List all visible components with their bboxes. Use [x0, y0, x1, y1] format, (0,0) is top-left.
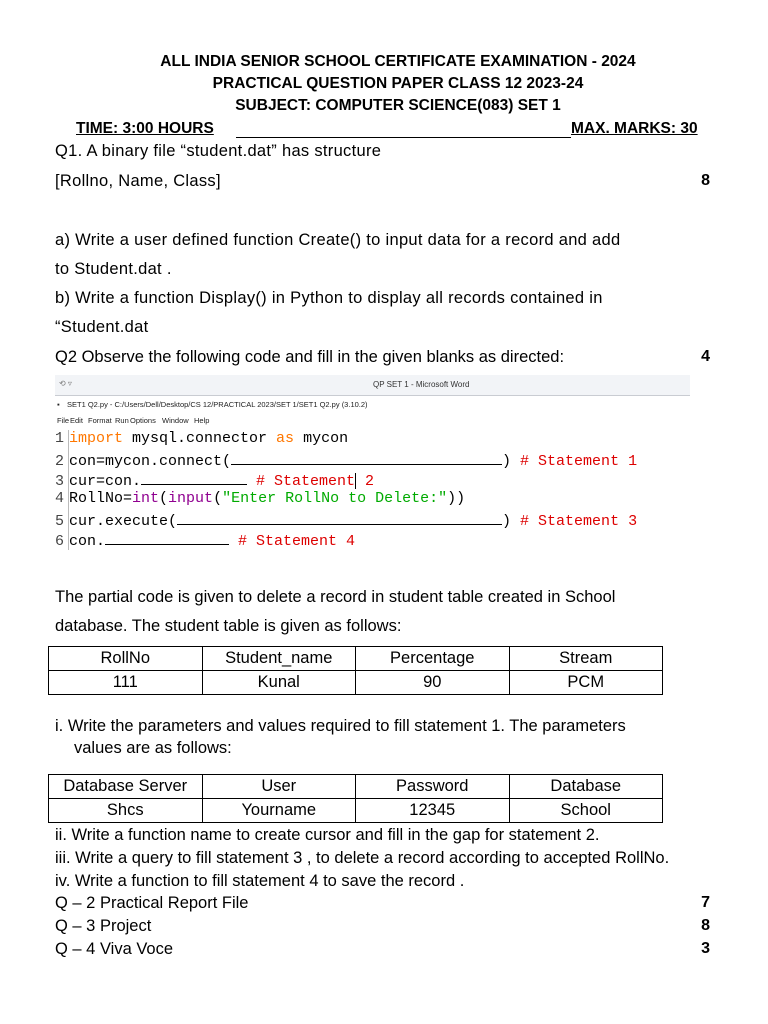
table-header-cell: Student_name	[202, 647, 356, 671]
q1-part-b-line2: “Student.dat	[55, 318, 149, 336]
table-header-cell: Database	[509, 775, 663, 799]
table-header-row	[49, 647, 663, 671]
divider	[55, 395, 690, 396]
partial-code-line2: database. The student table is given as follows:	[55, 617, 402, 635]
table-header-cell: Password	[356, 775, 510, 799]
part-iii: iii. Write a query to fill statement 3 , to delete a record according to accepted RollNo.	[55, 849, 670, 867]
table-header-cell: Percentage	[356, 647, 510, 671]
part-i-line1: i. Write the parameters and values required to fill statement 1. The parameters	[55, 717, 626, 735]
q1-part-b-line1: b) Write a function Display() in Python to display all records contained in	[55, 289, 603, 307]
table-header-row	[49, 775, 663, 799]
python-file-icon: ▪	[57, 400, 60, 409]
table-row	[49, 671, 663, 695]
blank-statement-1	[231, 450, 502, 465]
q1-line1: Q1. A binary file “student.dat” has structure	[55, 142, 382, 160]
q1-structure: [Rollno, Name, Class]	[55, 172, 221, 190]
q1-marks: 8	[701, 172, 710, 189]
table-header-cell: RollNo	[49, 647, 203, 671]
file-path: SET1 Q2.py - C:/Users/Dell/Desktop/CS 12/PRACTICAL 2023/SET 1/SET1 Q2.py (3.10.2)	[67, 400, 368, 409]
code-line-4: 4 RollNo=int(input("Enter RollNo to Delete:"))	[55, 490, 466, 507]
table-row	[49, 799, 663, 823]
window-title: QP SET 1 - Microsoft Word	[373, 380, 470, 389]
q3-project: Q – 3 Project	[55, 917, 152, 935]
q1-part-a-line2: to Student.dat .	[55, 260, 172, 278]
code-line-1: 1 import mysql.connector as mycon	[55, 430, 349, 447]
parameter-table	[48, 774, 663, 823]
menu-file: File	[57, 416, 70, 425]
blank-statement-4	[105, 530, 229, 545]
time-label: TIME: 3:00 HOURS	[76, 120, 214, 137]
subject-title: SUBJECT: COMPUTER SCIENCE(083) SET 1	[235, 97, 561, 114]
q2-report-file: Q – 2 Practical Report File	[55, 894, 249, 912]
exam-title: ALL INDIA SENIOR SCHOOL CERTIFICATE EXAMINATION - 2024	[160, 53, 636, 70]
code-line-5: 5 cur.execute( ) # Statement 3	[55, 510, 637, 530]
table-cell: Yourname	[202, 799, 356, 823]
blank-statement-3	[177, 510, 502, 525]
table-cell: School	[509, 799, 663, 823]
menu-window: Window	[162, 416, 189, 425]
blank-statement-2	[141, 470, 247, 485]
part-iv: iv. Write a function to fill statement 4 to save the record .	[55, 872, 465, 890]
q1-part-a-line1: a) Write a user defined function Create() to input data for a record and add	[55, 231, 621, 249]
code-screenshot	[55, 375, 690, 555]
max-marks-label: MAX. MARKS: 30	[571, 120, 698, 137]
q2-marks: 4	[701, 348, 710, 365]
paper-title: PRACTICAL QUESTION PAPER CLASS 12 2023-24	[212, 75, 584, 92]
viva-voce-marks: 3	[701, 940, 710, 957]
student-table	[48, 646, 663, 695]
code-line-6: 6 con. # Statement 4	[55, 530, 355, 550]
code-line-3: 3 cur=con. # Statement 2	[55, 470, 374, 490]
word-title-bar	[55, 375, 690, 395]
header-underline	[236, 137, 571, 138]
part-ii: ii. Write a function name to create cursor and fill in the gap for statement 2.	[55, 826, 600, 844]
part-i-line2: values are as follows:	[74, 739, 232, 757]
menu-help: Help	[194, 416, 210, 425]
menu-run: Run	[115, 416, 129, 425]
table-cell: 90	[356, 671, 510, 695]
table-cell: PCM	[509, 671, 663, 695]
table-cell: 12345	[356, 799, 510, 823]
editor-path-bar	[55, 397, 690, 411]
table-header-cell: Stream	[509, 647, 663, 671]
menu-options: Options	[130, 416, 156, 425]
editor-menu-bar	[55, 413, 690, 427]
partial-code-line1: The partial code is given to delete a record in student table created in School	[55, 588, 616, 606]
report-file-marks: 7	[701, 894, 710, 911]
table-header-cell: User	[202, 775, 356, 799]
table-cell: 111	[49, 671, 203, 695]
q4-viva-voce: Q – 4 Viva Voce	[55, 940, 174, 958]
quick-access-icon: ⟲ ▿	[59, 379, 72, 388]
project-marks: 8	[701, 917, 710, 934]
table-cell: Shcs	[49, 799, 203, 823]
menu-format: Format	[88, 416, 112, 425]
table-cell: Kunal	[202, 671, 356, 695]
menu-edit: Edit	[70, 416, 83, 425]
table-header-cell: Database Server	[49, 775, 203, 799]
q2-intro: Q2 Observe the following code and fill in the given blanks as directed:	[55, 348, 565, 366]
code-line-2: 2 con=mycon.connect( ) # Statement 1	[55, 450, 637, 470]
